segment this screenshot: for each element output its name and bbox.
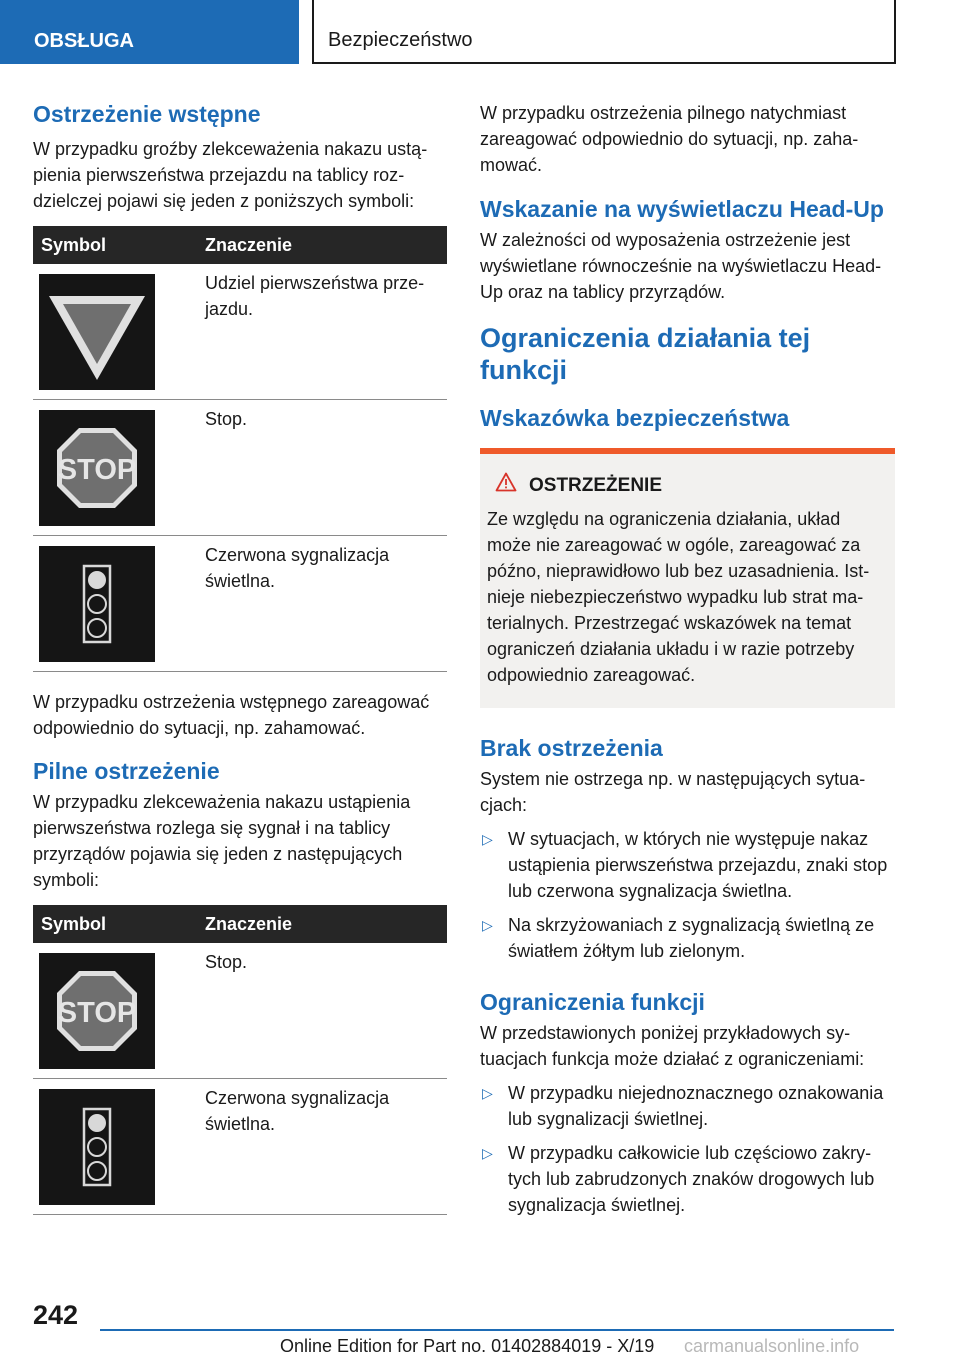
table-row [33, 536, 447, 672]
stop-sign-icon [39, 410, 155, 526]
warning-text: Ze względu na ograniczenia działania, układ może nie zareagować w ogóle, zareagować za późno, nieprawidłowo lub bez uzasadnienia. Istnieje niebezpieczeństwo wypadku lub strat materialnych. Przestrzegać wskazówek na temat ograniczeń działania układu i w razie potrzeby odpowiednio zareagować. [487, 509, 870, 685]
pre-warning-intro: W przypadku groźby zlekceważenia nakazu ustąpienia pierwszeństwa przejazdu na tablicy rozdzielczej pojawi się jeden z poniższych symboli: [33, 139, 428, 211]
table-row [33, 400, 447, 536]
table-header [33, 226, 447, 264]
pre-warning-action: W przypadku ostrzeżenia wstępnego zareagować odpowiednio do sytuacji, np. zahamować. [33, 692, 430, 738]
footer-watermark: carmanualsonline.info [684, 1336, 860, 1356]
column-header-symbol: Symbol [41, 235, 107, 255]
meaning-text: Stop. [205, 409, 248, 429]
urgent-warning-intro: W przypadku zlekceważenia nakazu ustąpienia pierwszeństwa rozlega się sygnał i na tablicy przyrządów pojawia się jeden z następujących symboli: [33, 792, 411, 890]
meaning-text: Czerwona sygnalizacja świetlna. [205, 545, 390, 591]
svg-text:STOP: STOP [57, 454, 137, 486]
hud-heading: Wskazanie na wyświetlaczu Head-Up [480, 196, 884, 222]
list-item: ▷ W sytuacjach, w których nie występuje nakaz ustąpienia pierwszeństwa przejazdu, znaki stop lub czerwona sygnalizacja świetlna. [480, 826, 895, 904]
meaning-text: Udziel pierwszeństwa przejazdu. [205, 273, 425, 319]
section-tab [0, 0, 299, 64]
footer-edition: Online Edition for Part no. 01402884019 - X/19 [280, 1336, 655, 1356]
table-row [33, 943, 447, 1079]
no-warning-intro: System nie ostrzega np. w następujących sytuacjach: [480, 769, 866, 815]
bullet-triangle-icon: ▷ [482, 1085, 493, 1101]
pre-warning-heading: Ostrzeżenie wstępne [33, 101, 261, 127]
warning-title: OSTRZEŻENIE [529, 475, 663, 496]
no-warning-list [480, 826, 895, 964]
meaning-text: Stop. [205, 952, 248, 972]
safety-heading: Wskazówka bezpieczeństwa [480, 405, 790, 431]
symbol-table-1 [33, 226, 447, 672]
bullet-triangle-icon: ▷ [482, 1145, 493, 1161]
stop-sign-icon [39, 953, 155, 1069]
function-limits-heading: Ograniczenia funkcji [480, 989, 705, 1015]
traffic-light-icon [39, 1089, 155, 1205]
no-warning-heading: Brak ostrzeżenia [480, 735, 663, 761]
page-number: 242 [33, 1300, 79, 1330]
right-column [480, 100, 895, 1218]
yield-sign-icon [39, 274, 155, 390]
left-column [33, 100, 447, 1215]
traffic-light-icon [39, 546, 155, 662]
chapter-tab [312, 0, 896, 64]
section-title: OBSŁUGA [34, 30, 134, 52]
table-header [33, 905, 447, 943]
footer-divider [100, 1329, 894, 1331]
chapter-title: Bezpieczeństwo [328, 29, 473, 51]
table-row [33, 1079, 447, 1215]
column-header-symbol: Symbol [41, 914, 107, 934]
list-item: ▷ W przypadku niejednoznacznego oznakowania lub sygnalizacji świetlnej. [480, 1080, 895, 1132]
svg-text:STOP: STOP [57, 997, 137, 1029]
warning-title-row [487, 472, 887, 500]
symbol-table-2 [33, 905, 447, 1215]
table-row [33, 264, 447, 400]
function-limits-intro: W przedstawionych poniżej przykładowych sytuacjach funkcja może działać z ograniczeniami: [480, 1023, 865, 1069]
bullet-triangle-icon: ▷ [482, 917, 493, 933]
limits-heading: Ograniczenia działania tej funkcji [480, 323, 811, 385]
urgent-warning-action: W przypadku ostrzeżenia pilnego natychmiast zareagować odpowiednio do sytuacji, np. zahamować. [480, 103, 859, 175]
column-header-meaning: Znaczenie [205, 235, 293, 255]
meaning-text: Czerwona sygnalizacja świetlna. [205, 1088, 390, 1134]
hud-text: W zależności od wyposażenia ostrzeżenie jest wyświetlane równocześnie na wyświetlaczu Head-Up oraz na tablicy przyrządów. [480, 230, 882, 302]
list-item: ▷ W przypadku całkowicie lub częściowo zakrytych lub zabrudzonych znaków drogowych lub sygnalizacja świetlnej. [480, 1140, 895, 1218]
function-limits-list [480, 1080, 895, 1218]
warning-box [480, 448, 895, 708]
urgent-warning-heading: Pilne ostrzeżenie [33, 758, 220, 784]
bullet-triangle-icon: ▷ [482, 831, 493, 847]
warning-triangle-icon [495, 472, 517, 500]
column-header-meaning: Znaczenie [205, 914, 293, 934]
list-item: ▷ Na skrzyżowaniach z sygnalizacją świetlną ze światłem żółtym lub zielonym. [480, 912, 895, 964]
